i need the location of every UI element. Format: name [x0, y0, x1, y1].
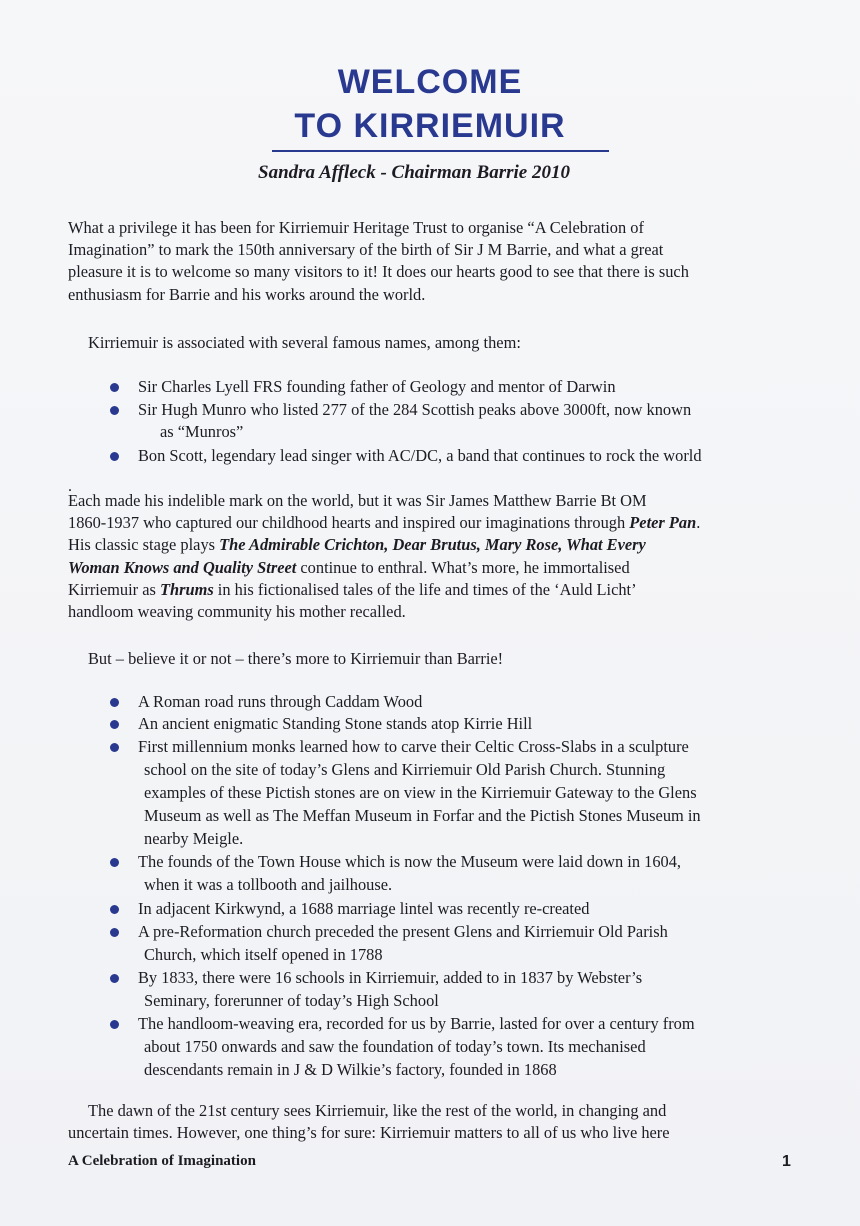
- bullet-dot: [110, 905, 119, 914]
- text-run: His classic stage plays: [68, 535, 220, 555]
- list-item: In adjacent Kirkwynd, a 1688 marriage lintel was recently re-created: [138, 899, 590, 918]
- list-item: Bon Scott, legendary lead singer with AC/DC, a band that continues to rock the world: [138, 446, 702, 465]
- footer-title: A Celebration of Imagination: [68, 1153, 256, 1169]
- text-run: Kirriemuir as: [68, 579, 160, 599]
- list-item-continuation: examples of these Pictish stones are on view in the Kirriemuir Gateway to the Glens: [144, 783, 697, 802]
- intro-line: pleasure it is to welcome so many visitors to it! It does our hearts good to see that there is such: [68, 262, 689, 282]
- title-thrums: Thrums: [159, 579, 214, 599]
- text-run: continue to enthral. What’s more, he immortalised: [296, 557, 630, 577]
- list-item-continuation: Museum as well as The Meffan Museum in Forfar and the Pictish Stones Museum in: [144, 806, 701, 825]
- associated-paragraph: Kirriemuir is associated with several famous names, among them:: [88, 333, 521, 352]
- list-item: A pre-Reformation church preceded the present Glens and Kirriemuir Old Parish: [138, 922, 668, 941]
- page-number: 1: [782, 1153, 791, 1170]
- list-item: Sir Hugh Munro who listed 277 of the 284 Scottish peaks above 3000ft, now known: [138, 400, 692, 419]
- intro-line: enthusiasm for Barrie and his works around the world.: [68, 284, 426, 304]
- list-item-continuation: descendants remain in J & D Wilkie’s factory, founded in 1868: [144, 1060, 557, 1079]
- text-run: 1860-1937 who captured our childhood hearts and inspired our imaginations through: [68, 513, 630, 533]
- text-run: .: [696, 513, 701, 533]
- text-run: in his fictionalised tales of the life and times of the ‘Auld Licht’: [213, 579, 637, 599]
- paragraph-line: [68, 512, 798, 534]
- list-item: The founds of the Town House which is now the Museum were laid down in 1604,: [138, 852, 682, 871]
- paragraph-line: Each made his indelible mark on the world, but it was Sir James Matthew Barrie Bt OM: [68, 491, 647, 510]
- paragraph-line: [68, 579, 798, 601]
- list-item: First millennium monks learned how to carve their Celtic Cross-Slabs in a sculpture: [138, 737, 689, 756]
- bullet-dot: [110, 720, 119, 729]
- play-titles: Woman Knows and Quality Street: [68, 557, 297, 577]
- barrie-paragraph: [68, 490, 798, 623]
- intro-paragraph: [68, 217, 788, 306]
- title-peter-pan: Peter Pan: [629, 513, 697, 533]
- closing-paragraph-line-1: The dawn of the 21st century sees Kirriemuir, like the rest of the world, in changing and: [88, 1101, 667, 1120]
- bullet-dot: [110, 452, 119, 461]
- bullet-dot: [110, 974, 119, 983]
- list-item: A Roman road runs through Caddam Wood: [138, 692, 423, 711]
- paragraph-line: handloom weaving community his mother recalled.: [68, 602, 406, 622]
- but-paragraph: But – believe it or not – there’s more to Kirriemuir than Barrie!: [88, 649, 504, 668]
- byline: Sandra Affleck - Chairman Barrie 2010: [258, 162, 570, 183]
- list-item: An ancient enigmatic Standing Stone stands atop Kirrie Hill: [138, 714, 533, 733]
- bullet-dot: [110, 928, 119, 937]
- intro-line: Imagination” to mark the 150th anniversary of the birth of Sir J M Barrie, and what a great: [68, 240, 664, 260]
- paragraph-line: [68, 557, 798, 579]
- list-item-continuation: Church, which itself opened in 1788: [144, 945, 383, 964]
- bullet-dot: [110, 1020, 119, 1029]
- stray-period: .: [68, 478, 72, 495]
- bullet-dot: [110, 743, 119, 752]
- bullet-dot: [110, 383, 119, 392]
- paragraph-line: [68, 534, 798, 556]
- page-title-line-1: WELCOME: [337, 63, 523, 101]
- list-item-continuation: school on the site of today’s Glens and Kirriemuir Old Parish Church. Stunning: [144, 760, 666, 779]
- list-item: By 1833, there were 16 schools in Kirriemuir, added to in 1837 by Webster’s: [138, 968, 643, 987]
- play-titles: The Admirable Crichton, Dear Brutus, Mary Rose, What Every: [219, 535, 646, 555]
- bullet-dot: [110, 406, 119, 415]
- intro-line: What a privilege it has been for Kirriemuir Heritage Trust to organise “A Celebration of: [68, 218, 644, 237]
- list-item-continuation: Seminary, forerunner of today’s High School: [144, 991, 439, 1010]
- list-item-continuation: when it was a tollbooth and jailhouse.: [144, 875, 393, 894]
- list-item: Sir Charles Lyell FRS founding father of Geology and mentor of Darwin: [138, 377, 616, 396]
- title-underline: [272, 150, 609, 152]
- list-item-continuation: about 1750 onwards and saw the foundation of today’s town. Its mechanised: [144, 1037, 646, 1056]
- closing-paragraph-line-2: uncertain times. However, one thing’s for sure: Kirriemuir matters to all of us who live here: [68, 1123, 670, 1142]
- list-item: The handloom-weaving era, recorded for us by Barrie, lasted for over a century from: [138, 1014, 695, 1033]
- page-title-line-2: TO KIRRIEMUIR: [294, 107, 566, 145]
- list-item-continuation: nearby Meigle.: [144, 829, 244, 848]
- bullet-dot: [110, 698, 119, 707]
- list-item-continuation: as “Munros”: [160, 422, 244, 441]
- bullet-dot: [110, 858, 119, 867]
